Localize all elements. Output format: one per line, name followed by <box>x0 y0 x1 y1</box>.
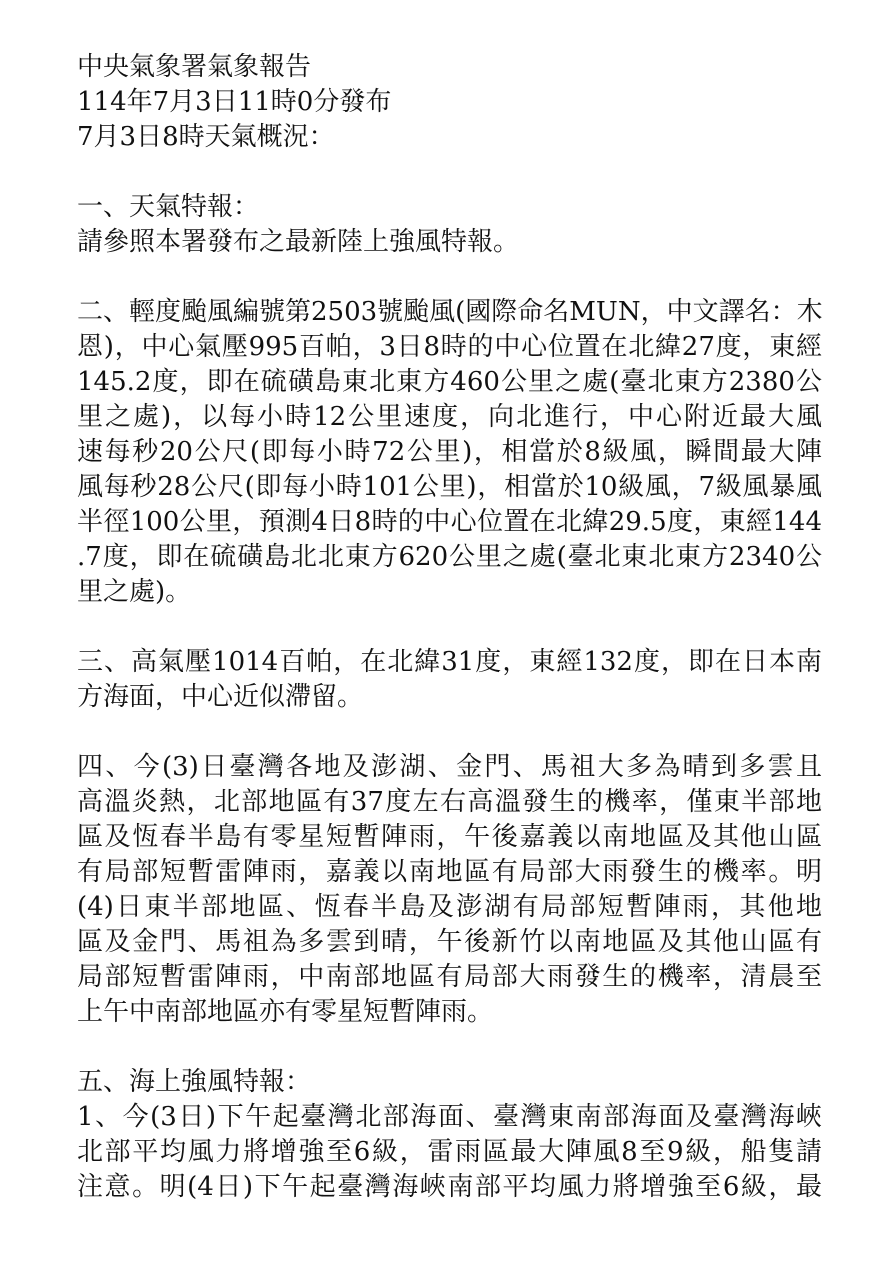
section4-line: 上午中南部地區亦有零星短暫陣雨。 <box>77 997 494 1027</box>
section4-line: (4)日東半部地區、恆春半島及澎湖有局部短暫陣雨，其他地 <box>77 892 822 922</box>
weather-report-document <box>77 50 822 1205</box>
report-title: 中央氣象署氣象報告 <box>77 52 312 82</box>
spacer <box>77 155 822 190</box>
section4-line: 區及恆春半島有零星短暫陣雨，午後嘉義以南地區及其他山區 <box>77 822 822 852</box>
section2-line: .7度，即在硫磺島北北東方620公里之處(臺北東北東方2340公 <box>77 542 822 572</box>
section4-line: 四、今(3)日臺灣各地及澎湖、金門、馬祖大多為晴到多雲且 <box>77 752 822 782</box>
spacer <box>77 1030 822 1065</box>
section4-line: 區及金門、馬祖為多雲到晴，午後新竹以南地區及其他山區有 <box>77 927 822 957</box>
section2-line: 半徑100公里，預測4日8時的中心位置在北緯29.5度，東經144 <box>77 507 822 537</box>
section2-line: 145.2度，即在硫磺島東北東方460公里之處(臺北東方2380公 <box>77 367 822 397</box>
section2-line: 恩)，中心氣壓995百帕，3日8時的中心位置在北緯27度，東經 <box>77 332 822 362</box>
section4-line: 有局部短暫雷陣雨，嘉義以南地區有局部大雨發生的機率。明 <box>77 857 822 887</box>
section2-line: 里之處)。 <box>77 577 192 607</box>
section2-line: 里之處)，以每小時12公里速度，向北進行，中心附近最大風 <box>77 402 822 432</box>
section5-line: 1、今(3日)下午起臺灣北部海面、臺灣東南部海面及臺灣海峽 <box>77 1102 822 1132</box>
section2-line: 速每秒20公尺(即每小時72公里)，相當於8級風，瞬間最大陣 <box>77 437 822 467</box>
section3-line: 三、高氣壓1014百帕，在北緯31度，東經132度，即在日本南 <box>77 647 822 677</box>
section1-line: 請參照本署發布之最新陸上強風特報。 <box>77 227 520 257</box>
section5-line: 注意。明(4日)下午起臺灣海峽南部平均風力將增強至6級，最 <box>77 1172 822 1202</box>
spacer <box>77 715 822 750</box>
section2-line: 風每秒28公尺(即每小時101公里)，相當於10級風，7級風暴風 <box>77 472 822 502</box>
spacer <box>77 610 822 645</box>
section5-line: 北部平均風力將增強至6級，雷雨區最大陣風8至9級，船隻請 <box>77 1137 822 1167</box>
section4-line: 高溫炎熱，北部地區有37度左右高溫發生的機率，僅東半部地 <box>77 787 822 817</box>
issued-time: 114年7月3日11時0分發布 <box>77 87 392 117</box>
overview-label: 7月3日8時天氣概況： <box>77 122 335 152</box>
section3-line: 方海面，中心近似滯留。 <box>77 682 364 712</box>
section4-line: 局部短暫雷陣雨，中南部地區有局部大雨發生的機率，清晨至 <box>77 962 822 992</box>
section2-line: 二、輕度颱風編號第2503號颱風(國際命名MUN，中文譯名：木 <box>77 297 823 327</box>
section1-heading: 一、天氣特報： <box>77 192 260 222</box>
spacer <box>77 260 822 295</box>
section5-heading: 五、海上強風特報： <box>77 1067 312 1097</box>
